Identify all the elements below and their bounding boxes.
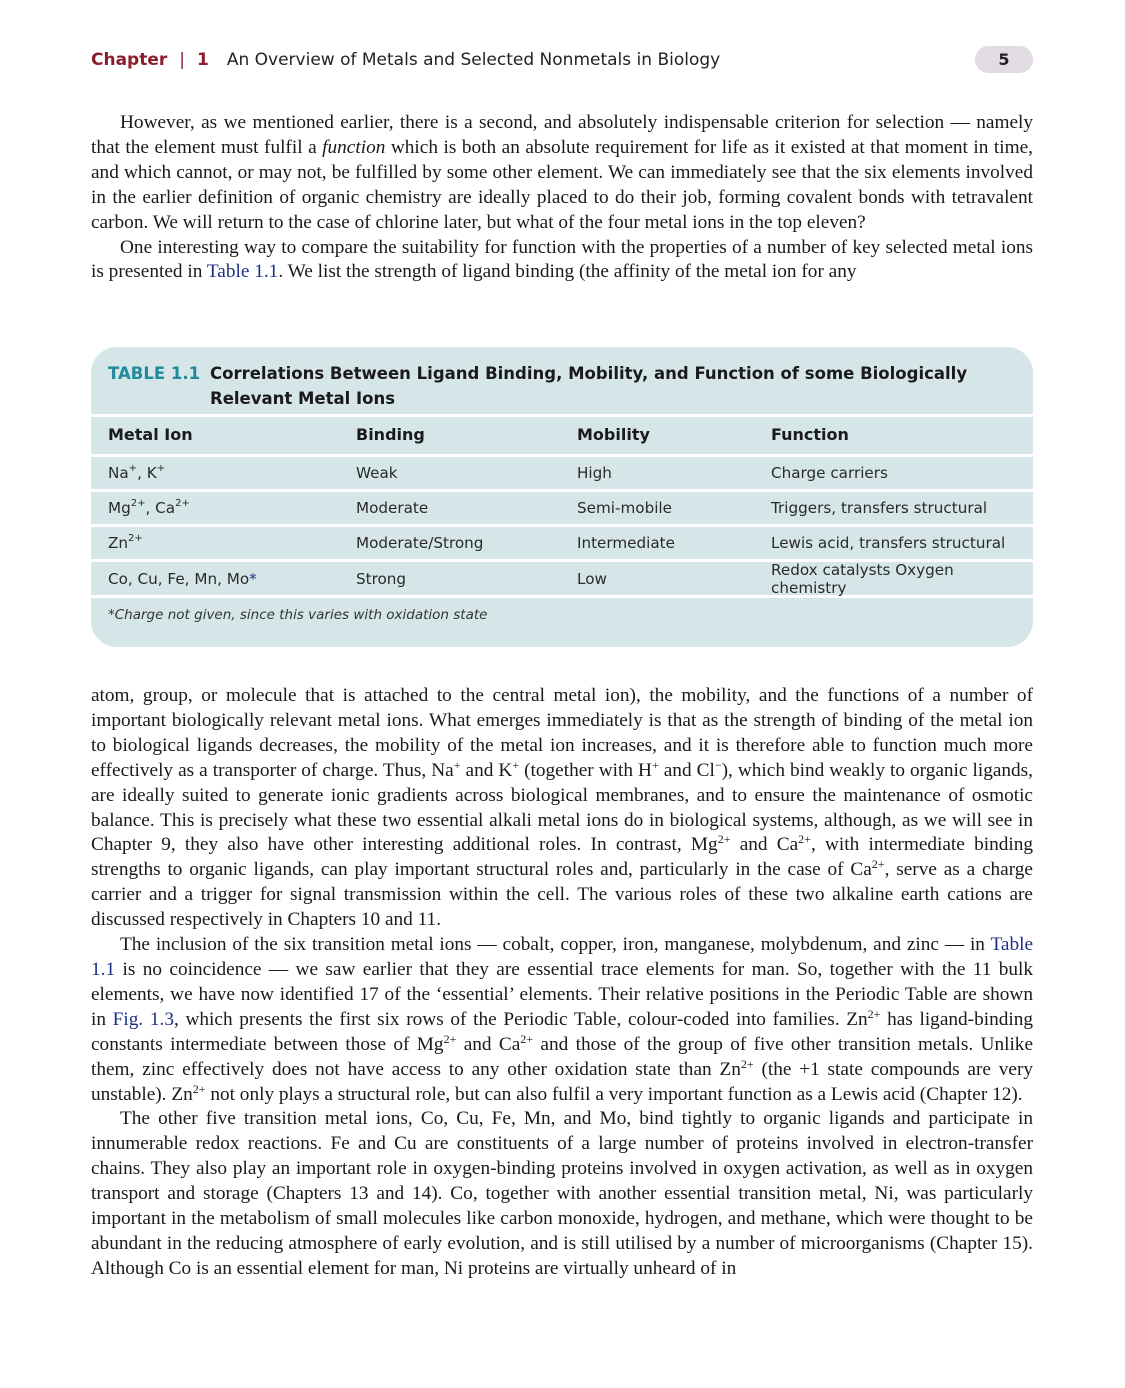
column-header-mobility: Mobility xyxy=(577,425,650,444)
table-header-row xyxy=(91,414,1033,452)
table-title: Correlations Between Ligand Binding, Mobility, and Function of some Biologically Relevant Metal Ions xyxy=(210,364,968,408)
cell-metal-ion: $Mg^{2+}$, $Ca^{2+}$ xyxy=(108,498,190,517)
paragraph-4: The inclusion of the six transition metal ions — cobalt, copper, iron, manganese, molybdenum, and zinc — in Table 1.1 is no coincidence — we saw earlier that they are essential trace elements for man. So, together with the 11 bulk elements, we have now identified 17 of the ‘essential’ elements. Their relative positions in the Periodic Table are shown in Fig. 1.3, which presents the first six rows of the Periodic Table, colour-coded into families. $Zn^{2+}$ has ligand-binding constants intermediate between those of $Mg^{2+}$ and $Ca^{2+}$ and those of the group of five other transition metals. Unlike them, zinc effectively does not have access to any other oxidation state than $Zn^{2+}$ (the +1 state compounds are very unstable). $Zn^{2+}$ not only plays a structural role, but can also fulfil a very important function as a Lewis acid (Chapter 12). xyxy=(91,934,1034,1105)
column-header-metal-ion: Metal Ion xyxy=(108,425,193,444)
cell-function: Lewis acid, transfers structural xyxy=(771,534,1006,552)
cell-mobility: Intermediate xyxy=(577,534,675,552)
cell-mobility: Low xyxy=(577,569,607,588)
cell-mobility: High xyxy=(577,464,612,482)
cell-binding: Weak xyxy=(356,464,398,482)
cell-binding: Moderate/Strong xyxy=(356,534,484,552)
body-text-bottom xyxy=(91,684,1033,1282)
table-row xyxy=(91,524,1033,559)
body-text-top xyxy=(91,111,1033,285)
table-label: TABLE 1.1 xyxy=(108,364,201,383)
header-separator: | xyxy=(179,50,185,70)
column-header-binding: Binding xyxy=(356,425,425,444)
cell-mobility: Semi-mobile xyxy=(577,499,672,517)
table-row xyxy=(91,489,1033,524)
cell-metal-ion: $Zn^{2+}$ xyxy=(108,533,143,552)
cell-function: Charge carriers xyxy=(771,464,888,482)
table-1-1 xyxy=(91,347,1033,647)
paragraph-5: The other five transition metal ions, Co, Cu, Fe, Mn, and Mo, bind tightly to organic ligands and participate in innumerable redox reactions. Fe and Cu are constituents of a large number of proteins involved in electron-transfer chains. They also play an important role in oxygen-binding proteins involved in oxygen activation, as well as in oxygen transport and storage (Chapters 13 and 14). Co, together with another essential transition metal, Ni, was particularly important in the metabolism of small molecules like carbon monoxide, hydrogen, and methane, which were thought to be abundant in the reducing atmosphere of early evolution, and is still utilised by a number of microorganisms (Chapter 15). Although Co is an essential element for man, Ni proteins are virtually unheard of in xyxy=(91,1108,1033,1279)
table-caption xyxy=(108,361,1008,411)
cell-binding: Strong xyxy=(356,569,407,588)
paragraph-3: atom, group, or molecule that is attached to the central metal ion), the mobility, and the functions of a number of important biologically relevant metal ions. What emerges immediately is that as the strength of binding of the metal ion to biological ligands decreases, the mobility of the metal ion increases, and it is therefore able to function much more effectively as a transporter of charge. Thus, Na+ and K+ (together with H+ and Cl−), which bind weakly to organic ligands, are ideally suited to generate ionic gradients across biological membranes, and to ensure the maintenance of osmotic balance. This is precisely what these two essential alkali metal ions do in biological systems, although, as we will see in Chapter 9, they also have other interesting additional roles. In contrast, $Mg^{2+}$ and $Ca^{2+}$, with intermediate binding strengths to organic ligands, can play important structural roles and, particularly in the case of $Ca^{2+}$, serve as a charge carrier and a trigger for signal transmission within the cell. The various roles of these two alkaline earth cations are discussed respectively in Chapters 10 and 11. xyxy=(91,685,1033,931)
running-header xyxy=(91,46,1033,74)
cell-function: Triggers, transfers structural xyxy=(771,499,988,517)
cell-metal-ion: Na+, K+ xyxy=(108,463,166,482)
table-footnote: *Charge not given, since this varies with oxidation state xyxy=(108,607,488,623)
cell-function: Redox catalysts Oxygen chemistry xyxy=(771,560,954,597)
paragraph-1: However, as we mentioned earlier, there is a second, and absolutely indispensable criterion for selection — namely that the element must fulfil a function which is both an absolute requirement for life as it existed at that moment in time, and which cannot, or may not, be fulfilled by some other element. We can immediately see that the six elements involved in the earlier definition of organic chemistry are ideally placed to do their job, forming covalent bonds with tetravalent carbon. We will return to the case of chlorine later, but what of the four metal ions in the top eleven? xyxy=(91,112,1033,233)
table-row xyxy=(91,454,1033,489)
cell-metal-ion: Co, Cu, Fe, Mn, Mo* xyxy=(108,569,257,588)
table-row xyxy=(91,559,1033,598)
column-header-function: Function xyxy=(771,425,849,444)
chapter-label: Chapter xyxy=(91,50,168,70)
cell-binding: Moderate xyxy=(356,499,429,517)
chapter-title: An Overview of Metals and Selected Nonmetals in Biology xyxy=(226,50,721,70)
paragraph-2: One interesting way to compare the suitability for function with the properties of a number of key selected metal ions is presented in Table 1.1. We list the strength of ligand binding (the affinity of the metal ion for any xyxy=(91,236,1033,283)
page-number: 5 xyxy=(975,46,1033,73)
chapter-number: 1 xyxy=(197,50,209,70)
